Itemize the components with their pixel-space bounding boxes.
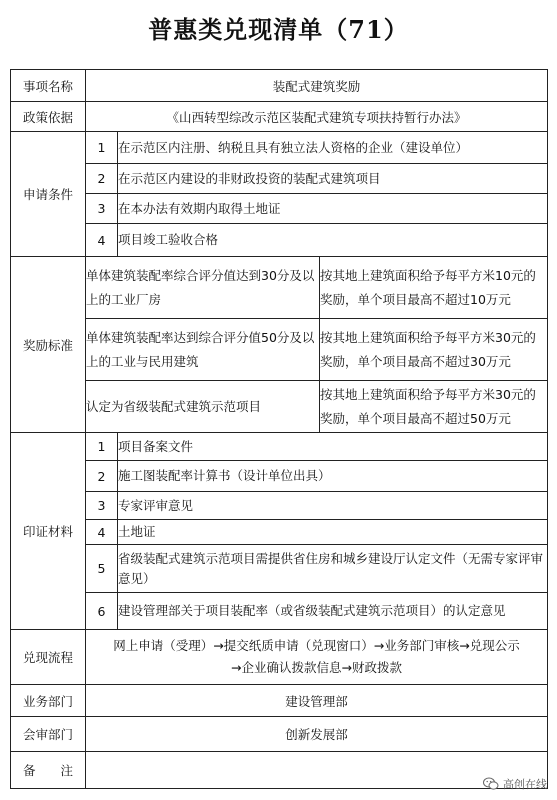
row-item-name — [11, 70, 548, 102]
standard-row — [11, 319, 548, 381]
remarks-value — [86, 752, 548, 789]
row-department — [11, 685, 548, 717]
material-text: 项目备案文件 — [118, 433, 548, 461]
condition-text: 在示范区内注册、纳税且具有独立法人资格的企业（建设单位） — [118, 132, 548, 164]
item-name-value: 装配式建筑奖励 — [86, 70, 548, 102]
material-num: 6 — [86, 593, 118, 630]
row-process — [11, 630, 548, 685]
material-num: 4 — [86, 520, 118, 545]
condition-text: 项目竣工验收合格 — [118, 224, 548, 257]
condition-num: 4 — [86, 224, 118, 257]
department-value: 建设管理部 — [86, 685, 548, 717]
material-num: 2 — [86, 461, 118, 492]
material-row — [11, 433, 548, 461]
material-text: 省级装配式建筑示范项目需提供省住房和城乡建设厅认定文件（无需专家评审意见） — [118, 545, 548, 593]
material-row — [11, 461, 548, 492]
material-text: 专家评审意见 — [118, 492, 548, 520]
standards-label: 奖励标准 — [11, 257, 86, 433]
wechat-icon — [483, 777, 499, 791]
material-row — [11, 492, 548, 520]
material-num: 5 — [86, 545, 118, 593]
process-value — [86, 630, 548, 685]
process-line-2: →企业确认拨款信息→财政拨款 — [231, 660, 402, 675]
standard-reward: 按其地上建筑面积给予每平方米30元的奖励，单个项目最高不超过30万元 — [320, 319, 548, 381]
condition-text: 在本办法有效期内取得土地证 — [118, 194, 548, 224]
material-row — [11, 520, 548, 545]
row-co-review — [11, 717, 548, 752]
condition-num: 3 — [86, 194, 118, 224]
material-row — [11, 545, 548, 593]
process-line-1: 网上申请（受理）→提交纸质申请（兑现窗口）→业务部门审核→兑现公示 — [113, 638, 520, 653]
standard-reward: 按其地上建筑面积给予每平方米30元的奖励，单个项目最高不超过50万元 — [320, 381, 548, 433]
material-num: 1 — [86, 433, 118, 461]
row-remarks — [11, 752, 548, 789]
item-name-label: 事项名称 — [11, 70, 86, 102]
policy-value: 《山西转型综改示范区装配式建筑专项扶持暂行办法》 — [86, 102, 548, 132]
co-review-label: 会审部门 — [11, 717, 86, 752]
condition-num: 2 — [86, 164, 118, 194]
condition-text: 在示范区内建设的非财政投资的装配式建筑项目 — [118, 164, 548, 194]
standard-condition: 单体建筑装配率达到综合评分值50分及以上的工业与民用建筑 — [86, 319, 320, 381]
standard-condition: 认定为省级装配式建筑示范项目 — [86, 381, 320, 433]
row-policy — [11, 102, 548, 132]
materials-label: 印证材料 — [11, 433, 86, 630]
watermark — [483, 776, 547, 792]
redemption-form-table — [10, 69, 548, 789]
process-label: 兑现流程 — [11, 630, 86, 685]
standard-condition: 单体建筑装配率综合评分值达到30分及以上的工业厂房 — [86, 257, 320, 319]
department-label: 业务部门 — [11, 685, 86, 717]
condition-row — [11, 132, 548, 164]
material-text: 土地证 — [118, 520, 548, 545]
condition-num: 1 — [86, 132, 118, 164]
standard-reward: 按其地上建筑面积给予每平方米10元的奖励，单个项目最高不超过10万元 — [320, 257, 548, 319]
condition-row — [11, 194, 548, 224]
condition-row — [11, 224, 548, 257]
condition-row — [11, 164, 548, 194]
policy-label: 政策依据 — [11, 102, 86, 132]
standard-row — [11, 257, 548, 319]
page-title: 普惠类兑现清单（71） — [148, 15, 409, 44]
material-text: 建设管理部关于项目装配率（或省级装配式建筑示范项目）的认定意见 — [118, 593, 548, 630]
conditions-label: 申请条件 — [11, 132, 86, 257]
material-num: 3 — [86, 492, 118, 520]
remarks-label: 备 注 — [11, 752, 86, 789]
watermark-text: 高创在线 — [503, 778, 547, 791]
standard-row — [11, 381, 548, 433]
material-text: 施工图装配率计算书（设计单位出具） — [118, 461, 548, 492]
co-review-value: 创新发展部 — [86, 717, 548, 752]
material-row — [11, 593, 548, 630]
